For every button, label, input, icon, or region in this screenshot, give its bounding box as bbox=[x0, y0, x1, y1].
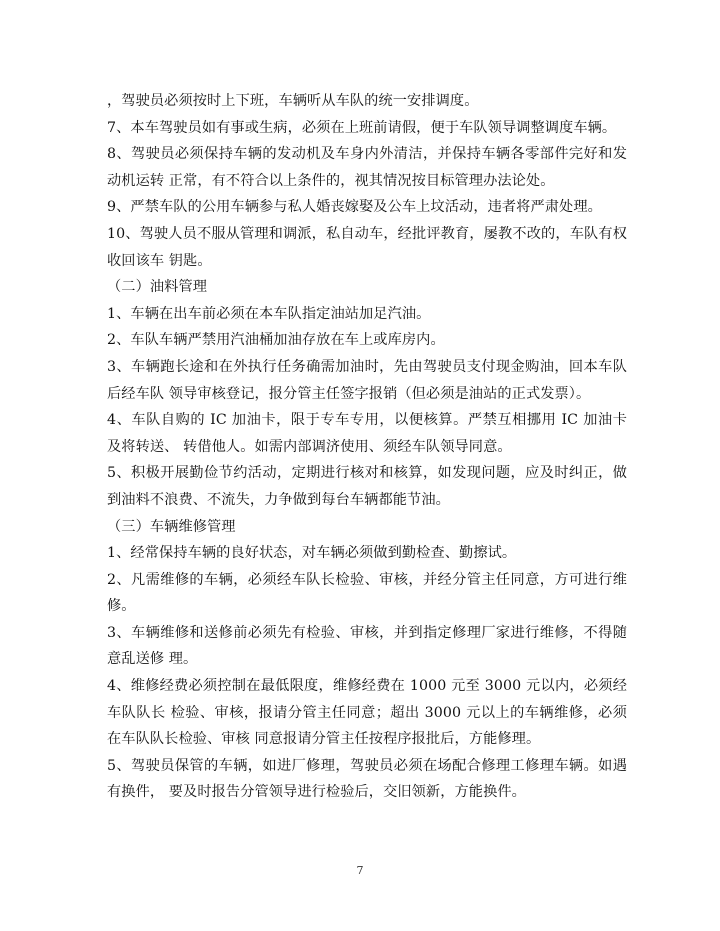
section-heading-vehicle-maintenance: （三）车辆维修管理 bbox=[107, 518, 236, 535]
text-line: 4、维修经费必须控制在最低限度，维修经费在 1000 元至 3000 元以内，必须经 bbox=[107, 678, 627, 695]
text-line: ，驾驶员必须按时上下班，车辆听从车队的统一安排调度。 bbox=[107, 93, 479, 109]
text-line: 3、车辆维修和送修前必须先有检验、审核，并到指定修理厂家进行维修，不得随 bbox=[107, 624, 627, 641]
text-line: 1、车辆在出车前必须在本车队指定油站加足汽油。 bbox=[107, 305, 431, 322]
text-line: 5、积极开展勤俭节约活动，定期进行核对和核算，如发现问题，应及时纠正，做 bbox=[107, 465, 627, 482]
text-line: 到油料不浪费、不流失，力争做到每台车辆都能节油。 bbox=[107, 491, 450, 508]
text-line: 2、车队车辆严禁用汽油桶加油存放在车上或库房内。 bbox=[107, 332, 445, 349]
section-heading-fuel-management: （二）油料管理 bbox=[107, 279, 208, 296]
page-number: 7 bbox=[356, 864, 364, 877]
text-line: 修。 bbox=[107, 598, 136, 615]
text-line: 3、车辆跑长途和在外执行任务确需加油时，先由驾驶员支付现金购油，回本车队 bbox=[107, 358, 627, 375]
text-line: 动机运转 正常，有不符合以上条件的，视其情况按目标管理办法论处。 bbox=[107, 172, 555, 189]
text-line: 有换件， 要及时报告分管领导进行检验后，交旧领新，方能换件。 bbox=[107, 784, 526, 801]
text-line: 车队队长 检验、审核，报请分管主任同意；超出 3000 元以上的车辆维修，必须 bbox=[107, 704, 627, 721]
text-line: 收回该车 钥匙。 bbox=[107, 252, 212, 269]
text-line: 1、经常保持车辆的良好状态，对车辆必须做到勤检查、勤擦试。 bbox=[107, 545, 517, 562]
text-line: 9、严禁车队的公用车辆参与私人婚丧嫁娶及公车上坟活动，违者将严肃处理。 bbox=[107, 199, 602, 216]
text-line: 2、凡需维修的车辆，必须经车队长检验、审核，并经分管主任同意，方可进行维 bbox=[107, 571, 627, 588]
text-line: 7、本车驾驶员如有事或生病，必须在上班前请假，便于车队领导调整调度车辆。 bbox=[107, 119, 617, 136]
text-line: 意乱送修 理。 bbox=[107, 651, 198, 668]
text-line: 4、车队自购的 IC 加油卡，限于专车专用，以便核算。严禁互相挪用 IC 加油卡 bbox=[107, 412, 627, 429]
text-line: 10、驾驶人员不服从管理和调派，私自动车，经批评教育，屡教不改的，车队有权 bbox=[107, 225, 627, 242]
text-line: 及将转送、 转借他人。如需内部调济使用、须经车队领导同意。 bbox=[107, 438, 512, 455]
text-line: 在车队队长检验、审核 同意报请分管主任按程序报批后，方能修理。 bbox=[107, 731, 541, 748]
document-body bbox=[107, 88, 627, 806]
text-line: 8、驾驶员必须保持车辆的发动机及车身内外清洁，并保持车辆各零部件完好和发 bbox=[107, 146, 627, 163]
text-line: 后经车队 领导审核登记，报分管主任签字报销（但必须是油站的正式发票）。 bbox=[107, 385, 591, 402]
text-line: 5、驾驶员保管的车辆，如进厂修理，驾驶员必须在场配合修理工修理车辆。如遇 bbox=[107, 757, 627, 774]
